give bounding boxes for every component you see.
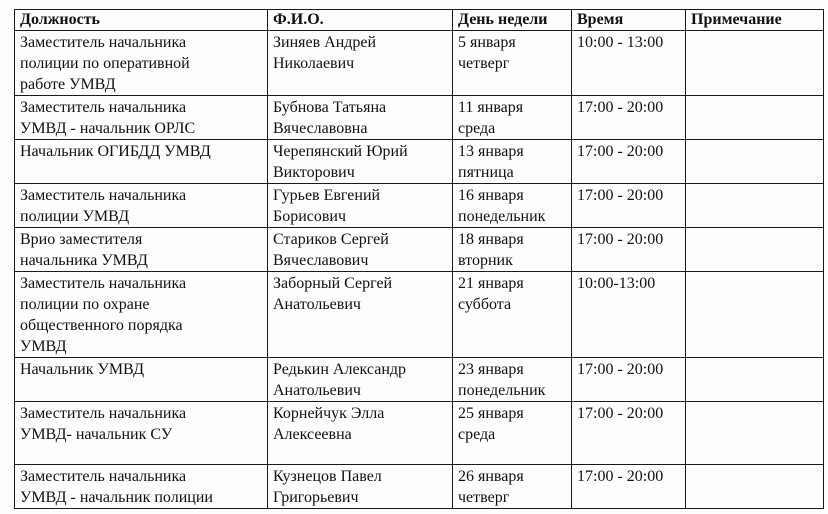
day-cell (453, 140, 572, 184)
cell-line: Заместитель начальника (20, 468, 187, 485)
position-cell (15, 140, 268, 184)
cell-line: вторник (458, 252, 513, 269)
day-cell (453, 31, 572, 96)
table-row (15, 228, 824, 272)
note-cell (686, 402, 824, 465)
cell-line: Григорьевич (273, 489, 359, 506)
note-cell (686, 228, 824, 272)
position-cell (15, 184, 268, 228)
cell-line: понедельник (458, 382, 546, 399)
cell-line: Заместитель начальника (20, 275, 187, 292)
cell-line: 11 января (458, 99, 524, 116)
header-full-name: Ф.И.О. (268, 10, 453, 31)
cell-line: Заборный Сергей (273, 275, 393, 292)
position-cell (15, 228, 268, 272)
table-row (15, 96, 824, 140)
cell-line: УМВД - начальник полиции (20, 489, 213, 506)
header-position: Должность (15, 10, 268, 31)
cell-line: Бубнова Татьяна (273, 99, 387, 116)
cell-line: Зиняев Андрей (273, 34, 377, 51)
cell-line: четверг (458, 489, 510, 506)
cell-line: пятница (458, 164, 514, 181)
position-cell (15, 31, 268, 96)
time-cell: 17:00 - 20:00 (572, 358, 686, 402)
cell-line: Алексеевна (273, 426, 352, 443)
time-cell: 10:00-13:00 (572, 272, 686, 358)
day-cell (453, 465, 572, 509)
cell-line: Анатольевич (273, 382, 361, 399)
table-row (15, 402, 824, 465)
position-cell (15, 402, 268, 465)
note-cell (686, 358, 824, 402)
cell-line: Заместитель начальника (20, 99, 187, 116)
table-row (15, 272, 824, 358)
cell-line: Врио заместителя (20, 231, 143, 248)
cell-line: Начальник УМВД (20, 361, 145, 378)
note-cell (686, 184, 824, 228)
cell-line: работе УМВД (20, 76, 116, 93)
reception-schedule-table (14, 9, 824, 509)
time-cell: 10:00 - 13:00 (572, 31, 686, 96)
cell-line: Корнейчук Элла (273, 405, 385, 422)
cell-line: Николаевич (273, 55, 355, 72)
position-cell (15, 465, 268, 509)
cell-line: 18 января (458, 231, 524, 248)
day-cell (453, 272, 572, 358)
day-cell (453, 228, 572, 272)
cell-line: 25 января (458, 405, 524, 422)
header-note: Примечание (686, 10, 824, 31)
cell-line: Кузнецов Павел (273, 468, 382, 485)
cell-line: понедельник (458, 208, 546, 225)
note-cell (686, 31, 824, 96)
cell-line: 21 января (458, 275, 524, 292)
cell-line: среда (458, 426, 496, 443)
cell-line: Редькин Александр (273, 361, 407, 378)
cell-line: полиции по оперативной (20, 55, 190, 72)
header-day: День недели (453, 10, 572, 31)
table-row (15, 184, 824, 228)
note-cell (686, 140, 824, 184)
time-cell: 17:00 - 20:00 (572, 140, 686, 184)
cell-line: суббота (458, 296, 512, 313)
table-row (15, 140, 824, 184)
cell-line: Черепянский Юрий (273, 143, 408, 160)
time-cell: 17:00 - 20:00 (572, 402, 686, 465)
cell-line: полиции по охране (20, 296, 150, 313)
full-name-cell (268, 31, 453, 96)
cell-line: Стариков Сергей (273, 231, 389, 248)
cell-line: общественного порядка (20, 317, 183, 334)
cell-line: 5 января (458, 34, 516, 51)
cell-line: Заместитель начальника (20, 187, 187, 204)
table-header-row (15, 10, 824, 31)
cell-line: Викторович (273, 164, 355, 181)
cell-line: начальника УМВД (20, 252, 148, 269)
table-row (15, 358, 824, 402)
cell-line: Вячеславович (273, 252, 369, 269)
note-cell (686, 96, 824, 140)
day-cell (453, 402, 572, 465)
cell-line: Борисович (273, 208, 347, 225)
cell-line: четверг (458, 55, 510, 72)
position-cell (15, 272, 268, 358)
cell-line: УМВД - начальник ОРЛС (20, 120, 196, 137)
day-cell (453, 358, 572, 402)
full-name-cell (268, 228, 453, 272)
cell-line: Заместитель начальника (20, 34, 187, 51)
time-cell: 17:00 - 20:00 (572, 96, 686, 140)
cell-line: Анатольевич (273, 296, 361, 313)
full-name-cell (268, 272, 453, 358)
position-cell (15, 358, 268, 402)
cell-line: УМВД (20, 338, 67, 355)
position-cell (15, 96, 268, 140)
full-name-cell (268, 465, 453, 509)
table-body (15, 31, 824, 509)
cell-line: Начальник ОГИБДД УМВД (20, 143, 211, 160)
cell-line: Гурьев Евгений (273, 187, 381, 204)
cell-line: среда (458, 120, 496, 137)
cell-line: 26 января (458, 468, 524, 485)
note-cell (686, 465, 824, 509)
cell-line: 16 января (458, 187, 524, 204)
full-name-cell (268, 96, 453, 140)
cell-line: Вячеславовна (273, 120, 368, 137)
full-name-cell (268, 402, 453, 465)
full-name-cell (268, 358, 453, 402)
cell-line: 13 января (458, 143, 524, 160)
header-time: Время (572, 10, 686, 31)
cell-line: УМВД- начальник СУ (20, 426, 173, 443)
time-cell: 17:00 - 20:00 (572, 228, 686, 272)
time-cell: 17:00 - 20:00 (572, 465, 686, 509)
table-row (15, 31, 824, 96)
table-row (15, 465, 824, 509)
day-cell (453, 96, 572, 140)
cell-line: 23 января (458, 361, 524, 378)
cell-line: Заместитель начальника (20, 405, 187, 422)
cell-line: полиции УМВД (20, 208, 130, 225)
full-name-cell (268, 140, 453, 184)
day-cell (453, 184, 572, 228)
full-name-cell (268, 184, 453, 228)
note-cell (686, 272, 824, 358)
time-cell: 17:00 - 20:00 (572, 184, 686, 228)
